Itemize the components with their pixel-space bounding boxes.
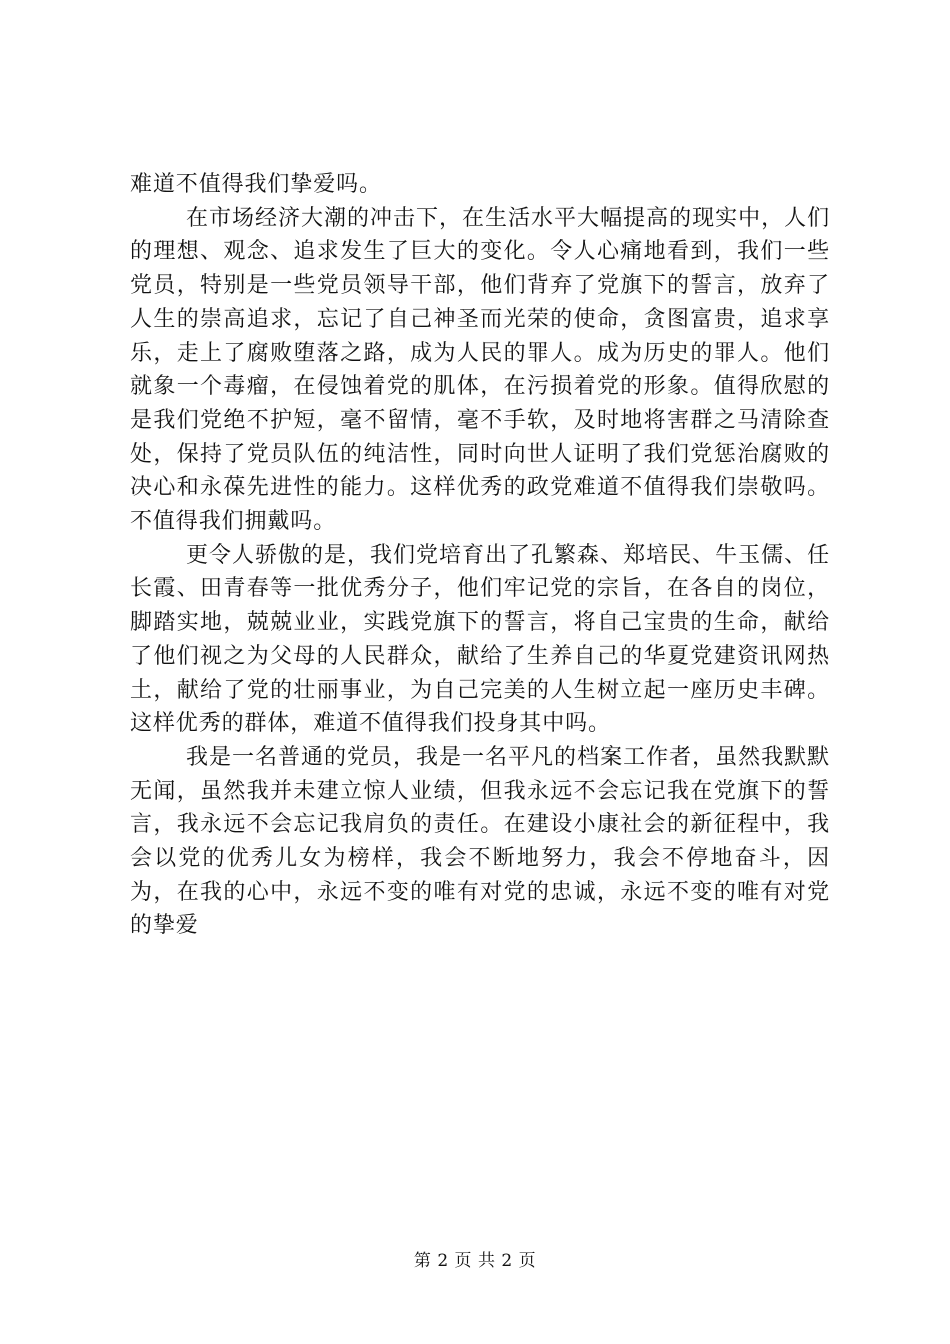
paragraph-4: 我是一名普通的党员，我是一名平凡的档案工作者，虽然我默默无闻，虽然我并未建立惊人业绩，但我永远不会忘记我在党旗下的誓言，我永远不会忘记我肩负的责任。在建设小康社会的新征程中，我会以党的优秀儿女为榜样，我会不断地努力，我会不停地奋斗，因为，在我的心中，永远不变的唯有对党的忠诚，永远不变的唯有对党的挚爱 [130,744,830,939]
paragraph-3: 更令人骄傲的是，我们党培育出了孔繁森、郑培民、牛玉儒、任长霞、田青春等一批优秀分子，他们牢记党的宗旨，在各自的岗位，脚踏实地，兢兢业业，实践党旗下的誓言，将自己宝贵的生命，献给了他们视之为父母的人民群众，献给了生养自己的华夏党建资讯网热土，献给了党的壮丽事业，为自己完美的人生树立起一座历史丰碑。这样优秀的群体，难道不值得我们投身其中吗。 [130,542,830,737]
page-number-footer: 第 2 页 共 2 页 [413,1251,537,1271]
document-body [130,168,830,943]
paragraph-1: 难道不值得我们挚爱吗。 [130,172,382,197]
paragraph-2: 在市场经济大潮的冲击下，在生活水平大幅提高的现实中，人们的理想、观念、追求发生了巨大的变化。令人心痛地看到，我们一些党员，特别是一些党员领导干部，他们背弃了党旗下的誓言，放弃了人生的崇高追求，忘记了自己神圣而光荣的使命，贪图富贵，追求享乐，走上了腐败堕落之路，成为人民的罪人。成为历史的罪人。他们就象一个毒瘤，在侵蚀着党的肌体，在污损着党的形象。值得欣慰的是我们党绝不护短，毫不留情，毫不手软，及时地将害群之马清除查处，保持了党员队伍的纯洁性，同时向世人证明了我们党惩治腐败的决心和永葆先进性的能力。这样优秀的政党难道不值得我们崇敬吗。不值得我们拥戴吗。 [130,205,830,535]
